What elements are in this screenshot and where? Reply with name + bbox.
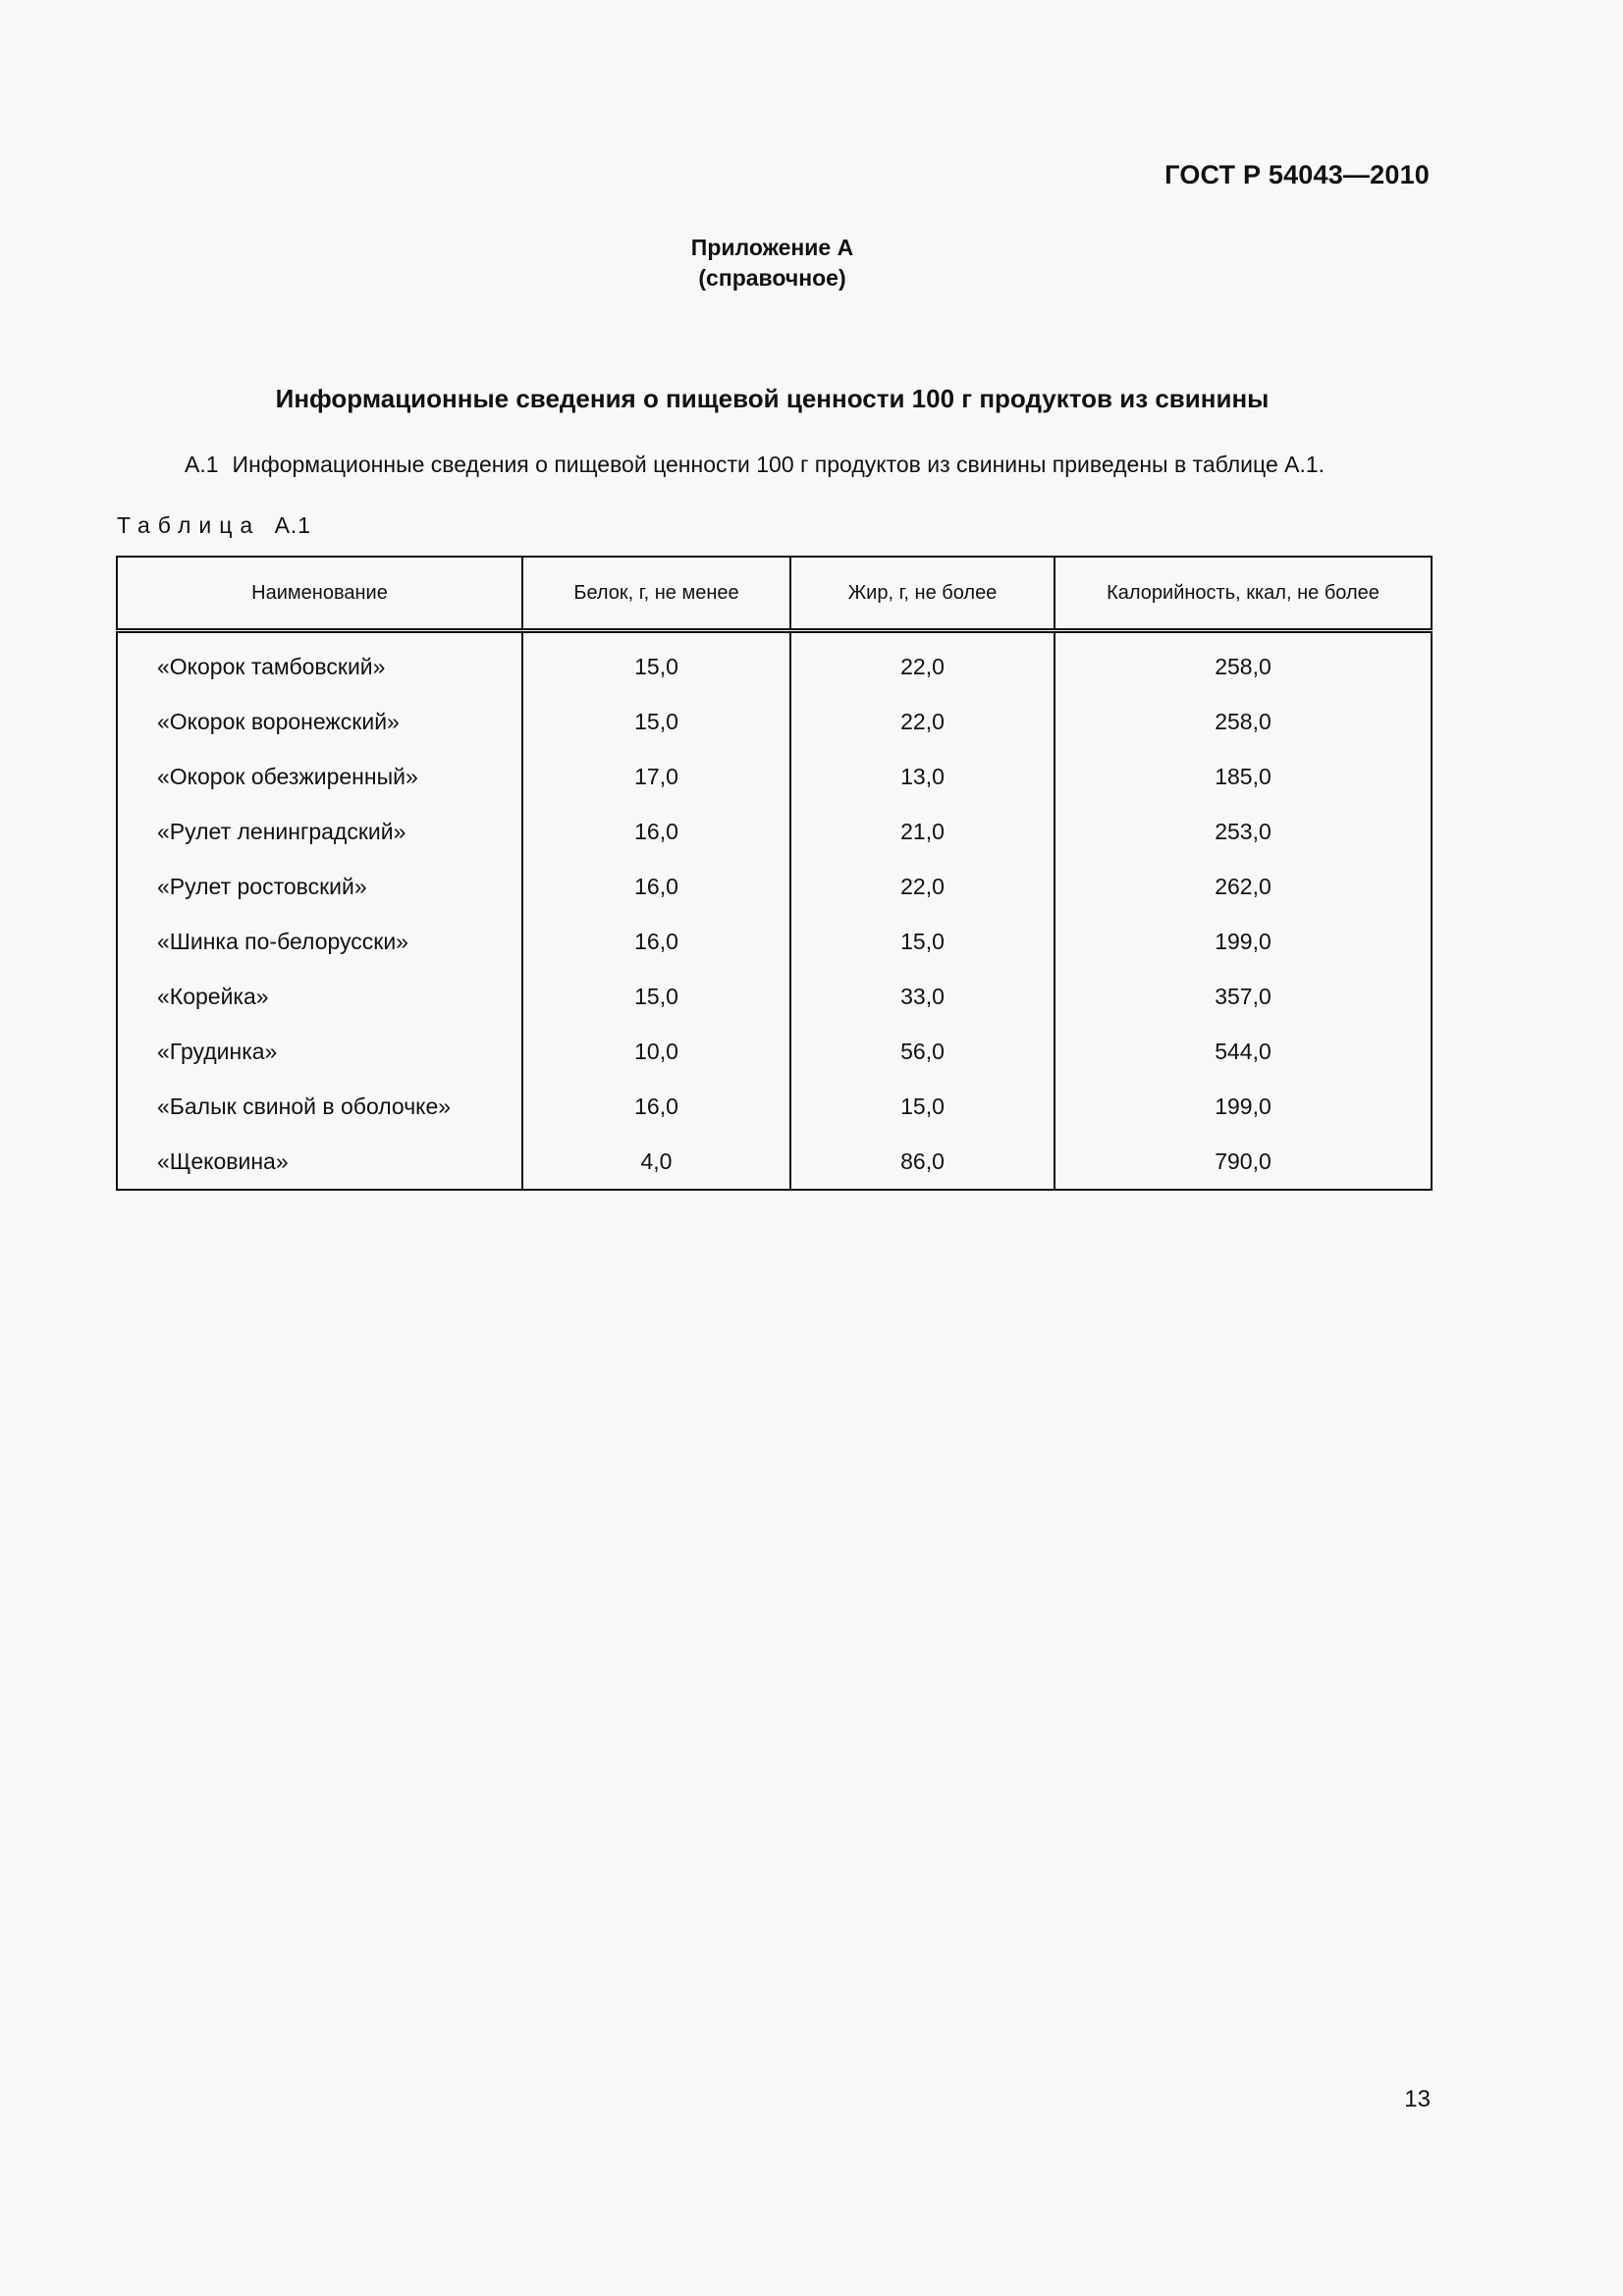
page-number: 13 [1404, 2086, 1431, 2112]
cell-name: «Рулет ленинградский» [117, 804, 522, 859]
document-code: ГОСТ Р 54043—2010 [1164, 160, 1430, 189]
cell-name: «Окорок обезжиренный» [117, 749, 522, 804]
table-row [117, 859, 1432, 914]
cell-fat: 22,0 [790, 631, 1055, 695]
cell-name: «Рулет ростовский» [117, 859, 522, 914]
table-row [117, 804, 1432, 859]
cell-name: «Корейка» [117, 969, 522, 1024]
cell-protein: 16,0 [522, 859, 790, 914]
cell-fat: 15,0 [790, 914, 1055, 969]
cell-name: «Окорок тамбовский» [117, 631, 522, 695]
appendix-title: Приложение А [690, 235, 854, 260]
cell-calories: 185,0 [1055, 749, 1432, 804]
table-caption [117, 512, 311, 539]
cell-name: «Щековина» [117, 1134, 522, 1190]
cell-calories: 790,0 [1055, 1134, 1432, 1190]
table-row [117, 914, 1432, 969]
cell-calories: 199,0 [1055, 914, 1432, 969]
cell-protein: 16,0 [522, 914, 790, 969]
cell-calories: 253,0 [1055, 804, 1432, 859]
cell-calories: 258,0 [1055, 631, 1432, 695]
cell-calories: 258,0 [1055, 694, 1432, 749]
table-row [117, 631, 1432, 695]
cell-protein: 15,0 [522, 969, 790, 1024]
cell-fat: 33,0 [790, 969, 1055, 1024]
table-row [117, 694, 1432, 749]
column-header-fat: Жир, г, не более [790, 557, 1055, 631]
cell-protein: 17,0 [522, 749, 790, 804]
column-header-calories: Калорийность, ккал, не более [1055, 557, 1432, 631]
section-title: Информационные сведения о пищевой ценности 100 г продуктов из свинины [275, 384, 1270, 413]
nutrition-table [116, 556, 1433, 1191]
cell-protein: 16,0 [522, 1079, 790, 1134]
cell-protein: 10,0 [522, 1024, 790, 1079]
table-caption-word: Таблица [117, 512, 261, 538]
cell-name: «Окорок воронежский» [117, 694, 522, 749]
cell-protein: 16,0 [522, 804, 790, 859]
paragraph-text: Информационные сведения о пищевой ценности 100 г продуктов из свинины приведены в таблице А.1. [232, 452, 1325, 477]
cell-fat: 22,0 [790, 694, 1055, 749]
cell-protein: 15,0 [522, 694, 790, 749]
table-row [117, 1024, 1432, 1079]
cell-calories: 544,0 [1055, 1024, 1432, 1079]
cell-fat: 21,0 [790, 804, 1055, 859]
cell-calories: 357,0 [1055, 969, 1432, 1024]
column-header-protein: Белок, г, не менее [522, 557, 790, 631]
cell-name: «Шинка по-белорусски» [117, 914, 522, 969]
table-row [117, 969, 1432, 1024]
cell-calories: 199,0 [1055, 1079, 1432, 1134]
table-header-row [117, 557, 1432, 631]
cell-fat: 13,0 [790, 749, 1055, 804]
cell-calories: 262,0 [1055, 859, 1432, 914]
cell-name: «Балык свиной в оболочке» [117, 1079, 522, 1134]
table-caption-number: А.1 [274, 512, 312, 538]
cell-fat: 15,0 [790, 1079, 1055, 1134]
cell-protein: 4,0 [522, 1134, 790, 1190]
appendix-kind: (справочное) [698, 265, 846, 291]
cell-fat: 86,0 [790, 1134, 1055, 1190]
table-row [117, 1079, 1432, 1134]
paragraph-number: А.1 [185, 452, 219, 477]
table-row [117, 1134, 1432, 1190]
paragraph [185, 452, 1325, 478]
cell-name: «Грудинка» [117, 1024, 522, 1079]
cell-fat: 22,0 [790, 859, 1055, 914]
cell-fat: 56,0 [790, 1024, 1055, 1079]
cell-protein: 15,0 [522, 631, 790, 695]
column-header-name: Наименование [117, 557, 522, 631]
table-row [117, 749, 1432, 804]
